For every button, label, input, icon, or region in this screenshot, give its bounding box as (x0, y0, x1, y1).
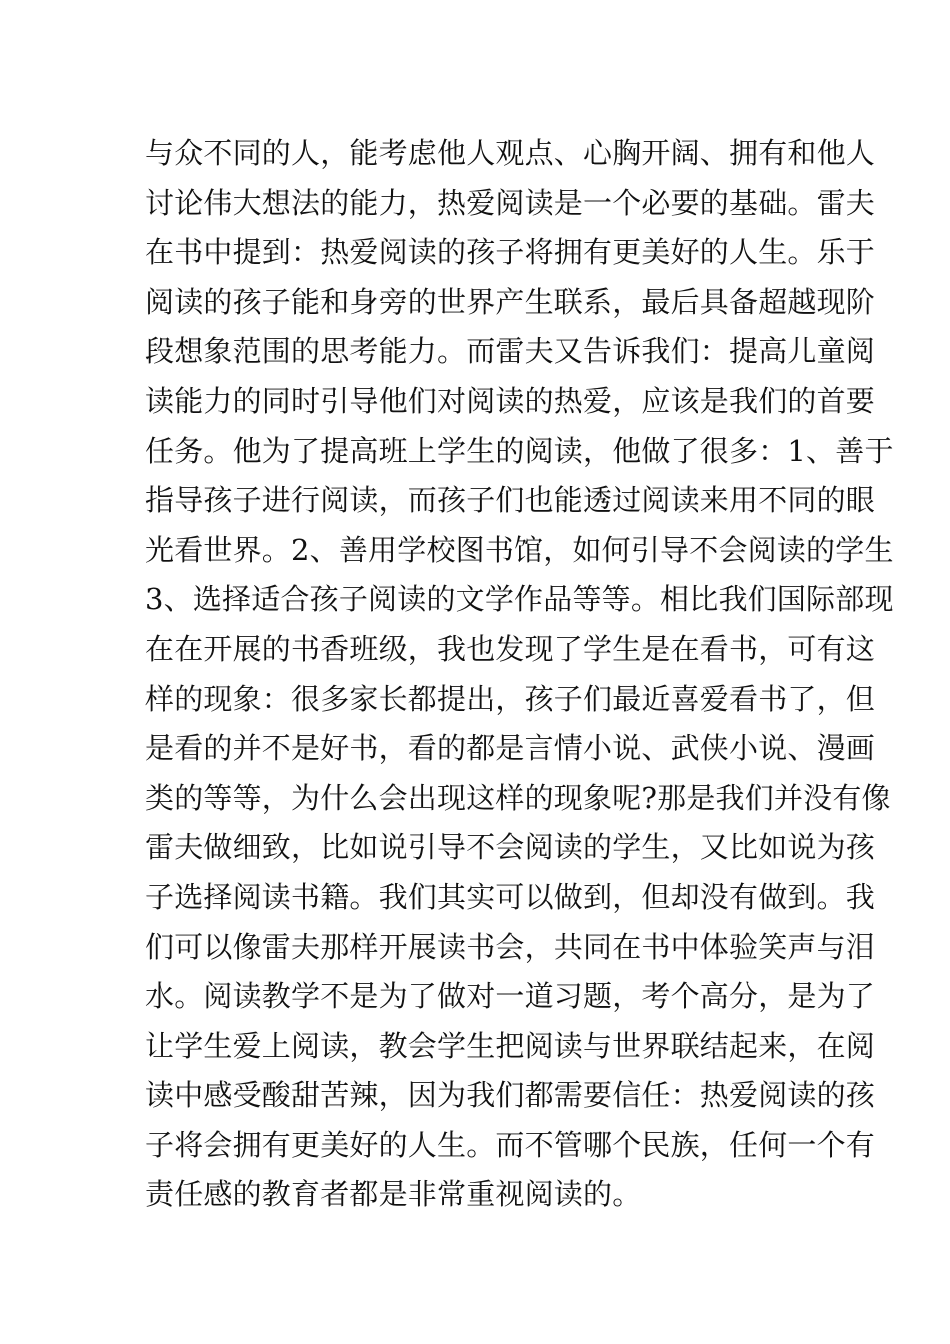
text-line: 任务。他为了提高班上学生的阅读，他做了很多：1、善于 (145, 433, 894, 468)
text-line: 子选择阅读书籍。我们其实可以做到，但却没有做到。我 (145, 879, 876, 914)
text-line: 3、选择适合孩子阅读的文学作品等等。相比我们国际部现 (145, 582, 894, 617)
text-line: 类的等等，为什么会出现这样的现象呢?那是我们并没有像 (145, 780, 891, 815)
text-line: 读能力的同时引导他们对阅读的热爱，应该是我们的首要 (145, 383, 876, 418)
text-line: 让学生爱上阅读，教会学生把阅读与世界联结起来，在阅 (145, 1028, 876, 1063)
body-paragraph (145, 129, 894, 1220)
text-line: 是看的并不是好书，看的都是言情小说、武侠小说、漫画 (145, 731, 876, 766)
text-line: 段想象范围的思考能力。而雷夫又告诉我们：提高儿童阅 (145, 334, 876, 369)
text-line: 子将会拥有更美好的人生。而不管哪个民族，任何一个有 (145, 1127, 876, 1162)
text-line: 与众不同的人，能考虑他人观点、心胸开阔、拥有和他人 (145, 136, 876, 170)
text-line: 指导孩子进行阅读，而孩子们也能透过阅读来用不同的眼 (145, 483, 876, 518)
text-line: 阅读的孩子能和身旁的世界产生联系，最后具备超越现阶 (145, 284, 876, 319)
text-line: 讨论伟大想法的能力，热爱阅读是一个必要的基础。雷夫 (145, 185, 876, 220)
text-line: 读中感受酸甜苦辣，因为我们都需要信任：热爱阅读的孩 (145, 1078, 876, 1113)
text-line: 在在开展的书香班级，我也发现了学生是在看书，可有这 (145, 631, 876, 666)
text-line: 雷夫做细致，比如说引导不会阅读的学生，又比如说为孩 (145, 830, 876, 865)
text-line: 光看世界。2、善用学校图书馆，如何引导不会阅读的学生 (145, 532, 894, 567)
text-line: 水。阅读教学不是为了做对一道习题，考个高分，是为了 (145, 979, 876, 1014)
text-line: 在书中提到：热爱阅读的孩子将拥有更美好的人生。乐于 (145, 235, 876, 270)
text-line: 们可以像雷夫那样开展读书会，共同在书中体验笑声与泪 (145, 929, 876, 964)
text-line: 责任感的教育者都是非常重视阅读的。 (145, 1177, 642, 1212)
text-line: 样的现象：很多家长都提出，孩子们最近喜爱看书了，但 (145, 681, 876, 716)
